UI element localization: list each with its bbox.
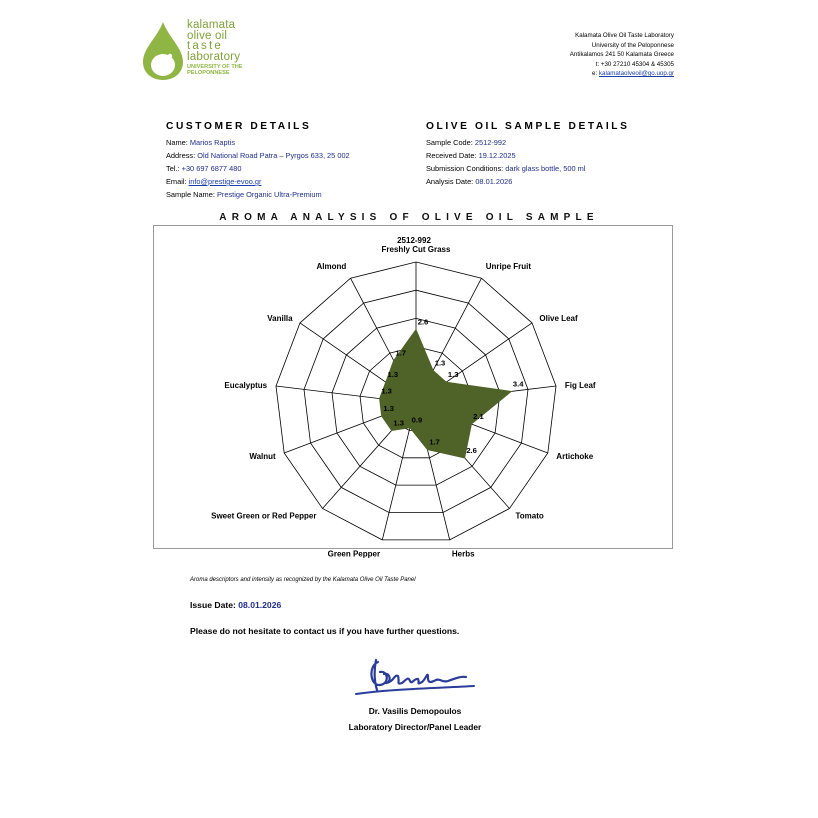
data-value-label: 1.3 — [383, 404, 394, 413]
received-date-row — [426, 149, 630, 162]
analysis-date-row — [426, 175, 630, 188]
category-label: Herbs — [451, 549, 475, 559]
category-label: Vanilla — [267, 313, 293, 323]
category-label: Freshly Cut Grass — [381, 245, 451, 254]
olive-drop-icon — [140, 20, 186, 82]
customer-tel: +30 697 6877 480 — [181, 164, 242, 173]
lab-email-link[interactable]: kalamataolveoil@go.uop.gr — [598, 70, 674, 78]
category-label: Sweet Green or Red Pepper — [211, 511, 317, 521]
signer-name: Dr. Vasilis Demopoulos — [368, 706, 462, 716]
category-label: Artichoke — [556, 452, 594, 462]
aroma-note: Aroma descriptors and intensity as recognized by the Kalamata Olive Oil Taste Panel — [190, 577, 416, 583]
issue-date: 08.01.2026 — [238, 600, 282, 610]
customer-email-link[interactable]: info@prestige-evoo.gr — [188, 177, 262, 186]
signer-role: Laboratory Director/Panel Leader — [348, 722, 482, 732]
category-label: Green Pepper — [327, 549, 381, 559]
category-label: Fig Leaf — [564, 380, 596, 390]
customer-address: Old National Road Patra – Pyrgos 633, 25 002 — [197, 151, 350, 160]
field-label: Address: — [166, 151, 196, 160]
customer-name: Marios Raptis — [189, 138, 236, 147]
sample-code-row — [426, 136, 630, 149]
lab-logo — [140, 20, 260, 82]
category-label: Unripe Fruit — [485, 262, 532, 272]
radar-svg — [154, 226, 674, 559]
logo-university — [187, 64, 243, 76]
logo-line: kalamata — [187, 19, 236, 31]
analysis-date: 08.01.2026 — [475, 177, 513, 186]
sample-code: 2512-992 — [474, 138, 507, 147]
field-label: Email: — [166, 177, 187, 186]
submission-conditions-row — [426, 162, 630, 175]
field-label: Tel.: — [166, 164, 180, 173]
sample-details — [426, 121, 630, 188]
logo-university-line: PELOPONNESE — [187, 70, 230, 77]
aroma-analysis-title: AROMA ANALYSIS OF OLIVE OIL SAMPLE — [219, 212, 599, 223]
lab-address: Antikalamos 241 50 Kalamata Greece — [569, 51, 674, 59]
data-value-label: 1.3 — [434, 358, 446, 368]
lab-university: University of the Peloponnese — [591, 41, 674, 49]
data-value-label: 1.3 — [447, 370, 459, 380]
lab-email-row — [570, 69, 674, 79]
category-label: Almond — [316, 262, 347, 272]
field-label: Sample Code: — [426, 138, 473, 147]
data-value-label: 1.3 — [381, 386, 392, 396]
field-label: Received Date: — [426, 151, 477, 160]
customer-address-row — [166, 149, 350, 162]
handwritten-signature — [350, 652, 480, 700]
field-label: Submission Conditions: — [426, 164, 504, 173]
customer-sample-row — [166, 188, 350, 201]
chart-title: 2512-992 — [397, 236, 431, 245]
category-label: Olive Leaf — [539, 313, 578, 323]
received-date: 19.12.2025 — [478, 151, 516, 160]
lab-phone: t: +30 27210 45304 & 45305 — [595, 60, 674, 68]
customer-tel-row — [166, 162, 350, 175]
lab-contact-block — [570, 31, 674, 79]
data-value-label: 0.9 — [411, 415, 423, 425]
field-label: Name: — [166, 138, 188, 147]
data-value-label: 2.6 — [417, 317, 429, 327]
logo-university-line: UNIVERSITY OF THE — [187, 64, 243, 70]
data-value-label: 1.3 — [387, 370, 399, 380]
field-label: Analysis Date: — [426, 177, 474, 186]
issue-date-label: Issue Date: — [190, 600, 236, 610]
field-label: Sample Name: — [166, 190, 215, 199]
customer-name-row — [166, 136, 350, 149]
category-label: Eucalyptus — [224, 380, 268, 390]
aroma-radar-chart — [153, 225, 673, 559]
customer-sample-name: Prestige Organic Ultra-Premium — [216, 190, 322, 199]
category-label: Walnut — [249, 452, 276, 462]
logo-line: laboratory — [187, 50, 241, 63]
data-value-label: 1.7 — [395, 348, 406, 358]
issue-date-row — [190, 600, 281, 610]
submission-conditions: dark glass bottle, 500 ml — [505, 164, 586, 173]
logo-line: olive oil — [187, 29, 228, 42]
data-value-label: 1.7 — [429, 437, 440, 447]
logo-line: taste — [187, 40, 223, 52]
customer-email-row — [166, 175, 350, 188]
contact-message: Please do not hesitate to contact us if you have further questions. — [190, 626, 460, 636]
sample-details-title: OLIVE OIL SAMPLE DETAILS — [426, 121, 630, 132]
lab-name: Kalamata Olive Oil Taste Laboratory — [575, 32, 674, 39]
data-value-label: 2.6 — [466, 445, 477, 455]
customer-details-title: CUSTOMER DETAILS — [166, 121, 312, 132]
logo-text — [187, 20, 243, 76]
lab-email-prefix: e: — [592, 70, 598, 78]
customer-details — [166, 121, 350, 201]
data-value-label: 3.4 — [512, 379, 524, 389]
data-value-label: 2.1 — [473, 412, 484, 421]
data-value-label: 1.3 — [393, 418, 404, 428]
category-label: Tomato — [515, 511, 544, 521]
